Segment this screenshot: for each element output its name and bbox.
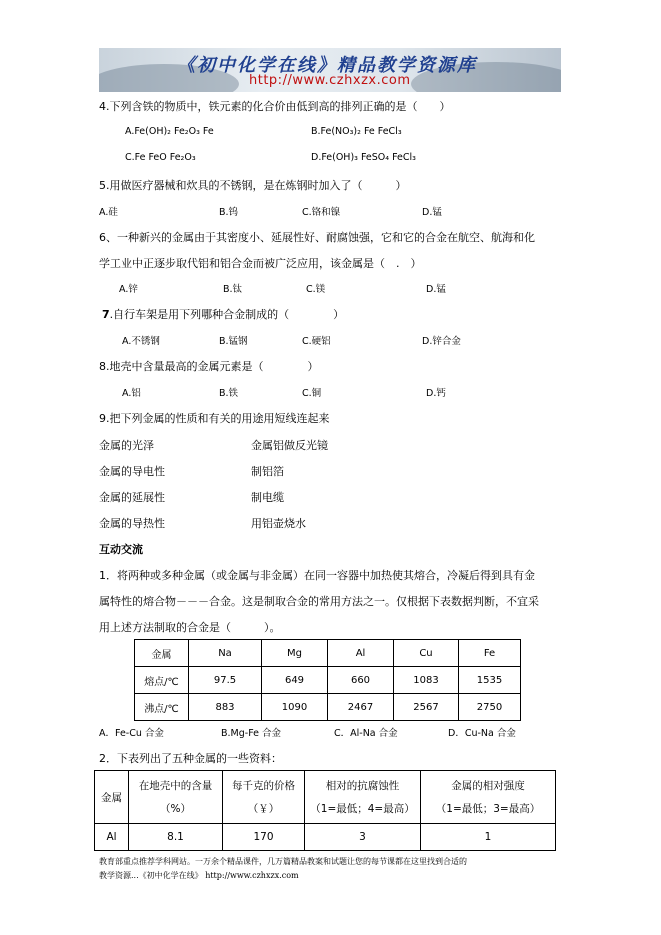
table-header-cell: Cu xyxy=(394,640,459,667)
table-cell: 熔点/℃ xyxy=(135,667,189,694)
question-5-option-c: C.铬和镍 xyxy=(302,207,341,218)
table-cell: 649 xyxy=(262,667,328,694)
table-row xyxy=(95,824,556,851)
question-8-option-a: A.铝 xyxy=(122,388,141,399)
question-6-option-a: A.锌 xyxy=(119,284,138,295)
table-row xyxy=(135,694,521,721)
question-6-line-1: 6、一种新兴的金属由于其密度小、延展性好、耐腐蚀强，它和它的合金在航空、航海和化 xyxy=(99,231,535,244)
table-header-cell xyxy=(305,771,421,824)
table-header-line: （￥） xyxy=(247,803,280,815)
table-cell: 2467 xyxy=(328,694,394,721)
exchange-1-line-2: 属特性的熔合物－－－合金。这是制取合金的常用方法之一。仅根据下表数据判断，不宜采 xyxy=(99,595,539,608)
exchange-1-option-a: A．Fe-Cu 合金 xyxy=(99,728,164,739)
question-4-option-a: A.Fe(OH)₂ Fe₂O₃ Fe xyxy=(125,126,214,137)
table-cell: 沸点/℃ xyxy=(135,694,189,721)
table-header-cell xyxy=(129,771,223,824)
question-8-option-d: D.钙 xyxy=(426,388,446,399)
question-7-text: .自行车架是用下列哪种合金制成的（ ） xyxy=(109,308,345,321)
usage-item: 金属铝做反光镜 xyxy=(251,439,328,452)
usage-item: 用铝壶烧水 xyxy=(251,517,306,530)
table-header-line: 每千克的价格 xyxy=(232,780,295,792)
property-item: 金属的延展性 xyxy=(99,491,165,504)
table-header-cell: Fe xyxy=(459,640,521,667)
table-header-cell xyxy=(95,771,129,824)
question-7-option-c: C.硬铝 xyxy=(302,336,331,347)
question-4-option-b: B.Fe(NO₃)₂ Fe FeCl₃ xyxy=(311,126,402,137)
usage-item: 制铝箔 xyxy=(251,465,284,478)
table-header-cell: 金属 xyxy=(135,640,189,667)
table-header-row xyxy=(95,771,556,824)
exchange-1-option-b: B.Mg-Fe 合金 xyxy=(221,728,282,739)
section-title: 互动交流 xyxy=(99,543,143,556)
question-6-option-d: D.锰 xyxy=(426,284,446,295)
question-5-option-b: B.钨 xyxy=(219,207,239,218)
table-header-cell: Mg xyxy=(262,640,328,667)
question-6-line-2: 学工业中正逐步取代铝和铝合金而被广泛应用，该金属是（ . ） xyxy=(99,257,422,270)
table-cell: 1083 xyxy=(394,667,459,694)
question-4-option-c: C.Fe FeO Fe₂O₃ xyxy=(125,152,196,163)
question-6-option-c: C.镁 xyxy=(306,284,326,295)
usage-item: 制电缆 xyxy=(251,491,284,504)
table-cell: 883 xyxy=(189,694,262,721)
table-cell: Al xyxy=(95,824,129,851)
table-header-line: 在地壳中的含量 xyxy=(138,780,213,792)
question-8-text: 8.地壳中含量最高的金属元素是（ ） xyxy=(99,360,319,373)
table-cell: 2750 xyxy=(459,694,521,721)
table-header-line: （%） xyxy=(160,803,191,815)
question-7-option-d: D.锌合金 xyxy=(422,336,461,347)
exchange-1-option-c: C．Al-Na 合金 xyxy=(334,728,398,739)
question-8-option-c: C.铜 xyxy=(302,388,322,399)
question-4-text: 4.下列含铁的物质中，铁元素的化合价由低到高的排列正确的是（ ） xyxy=(99,100,451,113)
table-header-row xyxy=(135,640,521,667)
question-8-option-b: B.铁 xyxy=(219,388,239,399)
banner-title: 《初中化学在线》精品教学资源库 xyxy=(177,55,477,76)
table-header-cell: Al xyxy=(328,640,394,667)
table-header-line: （1=最低；3=最高） xyxy=(435,803,541,815)
table-cell: 2567 xyxy=(394,694,459,721)
table-row xyxy=(135,667,521,694)
banner-url[interactable]: http://www.czhxzx.com xyxy=(249,73,411,88)
exchange-1-line-1: 1．将两种或多种金属（或金属与非金属）在同一容器中加热使其熔合，冷凝后得到具有金 xyxy=(99,569,535,582)
question-4-option-d: D.Fe(OH)₃ FeSO₄ FeCl₃ xyxy=(311,152,416,163)
header-banner xyxy=(99,48,561,92)
table-header-line: 金属 xyxy=(101,791,122,804)
question-5-text: 5.用做医疗器械和炊具的不锈钢，是在炼钢时加入了（ ） xyxy=(99,179,407,192)
table-cell: 3 xyxy=(305,824,421,851)
table-cell: 1 xyxy=(421,824,556,851)
footer-text: 教学资源...《初中化学在线》 xyxy=(99,871,203,880)
exchange-2-text: 2．下表列出了五种金属的一些资料： xyxy=(99,752,282,765)
footer-line-1: 教育部重点推荐学科网站。一万余个精品课件，几万篇精品教案和试题让您的每节课都在这里找到合适的 xyxy=(99,857,467,866)
table-header-cell xyxy=(421,771,556,824)
table-cell: 660 xyxy=(328,667,394,694)
table-cell: 1535 xyxy=(459,667,521,694)
table-header-line: 相对的抗腐蚀性 xyxy=(325,780,400,792)
table-cell: 170 xyxy=(223,824,305,851)
exchange-1-option-d: D．Cu-Na 合金 xyxy=(448,728,516,739)
table-cell: 8.1 xyxy=(129,824,223,851)
property-item: 金属的导电性 xyxy=(99,465,165,478)
table-header-line: （1=最低；4=最高） xyxy=(310,803,415,815)
table-header-cell: Na xyxy=(189,640,262,667)
question-6-option-b: B.钛 xyxy=(223,284,243,295)
property-item: 金属的导热性 xyxy=(99,517,165,530)
question-9-text: 9.把下列金属的性质和有关的用途用短线连起来 xyxy=(99,412,330,425)
question-7-option-b: B.锰钢 xyxy=(219,336,248,347)
question-7-number: 7 xyxy=(102,308,110,321)
question-7-option-a: A.不锈钢 xyxy=(122,336,160,347)
table-header-line: 金属的相对强度 xyxy=(451,780,525,792)
question-5-option-a: A.硅 xyxy=(99,207,118,218)
metal-properties-table xyxy=(134,639,521,721)
exchange-1-line-3: 用上述方法制取的合金是（ ）。 xyxy=(99,621,281,634)
table-header-cell xyxy=(223,771,305,824)
question-5-option-d: D.锰 xyxy=(422,207,442,218)
footer-link[interactable]: http://www.czhxzx.com xyxy=(205,871,299,880)
property-item: 金属的光泽 xyxy=(99,439,154,452)
table-cell: 1090 xyxy=(262,694,328,721)
question-7 xyxy=(102,306,344,322)
metal-data-table xyxy=(94,770,556,851)
footer-line-2 xyxy=(99,870,299,881)
table-cell: 97.5 xyxy=(189,667,262,694)
